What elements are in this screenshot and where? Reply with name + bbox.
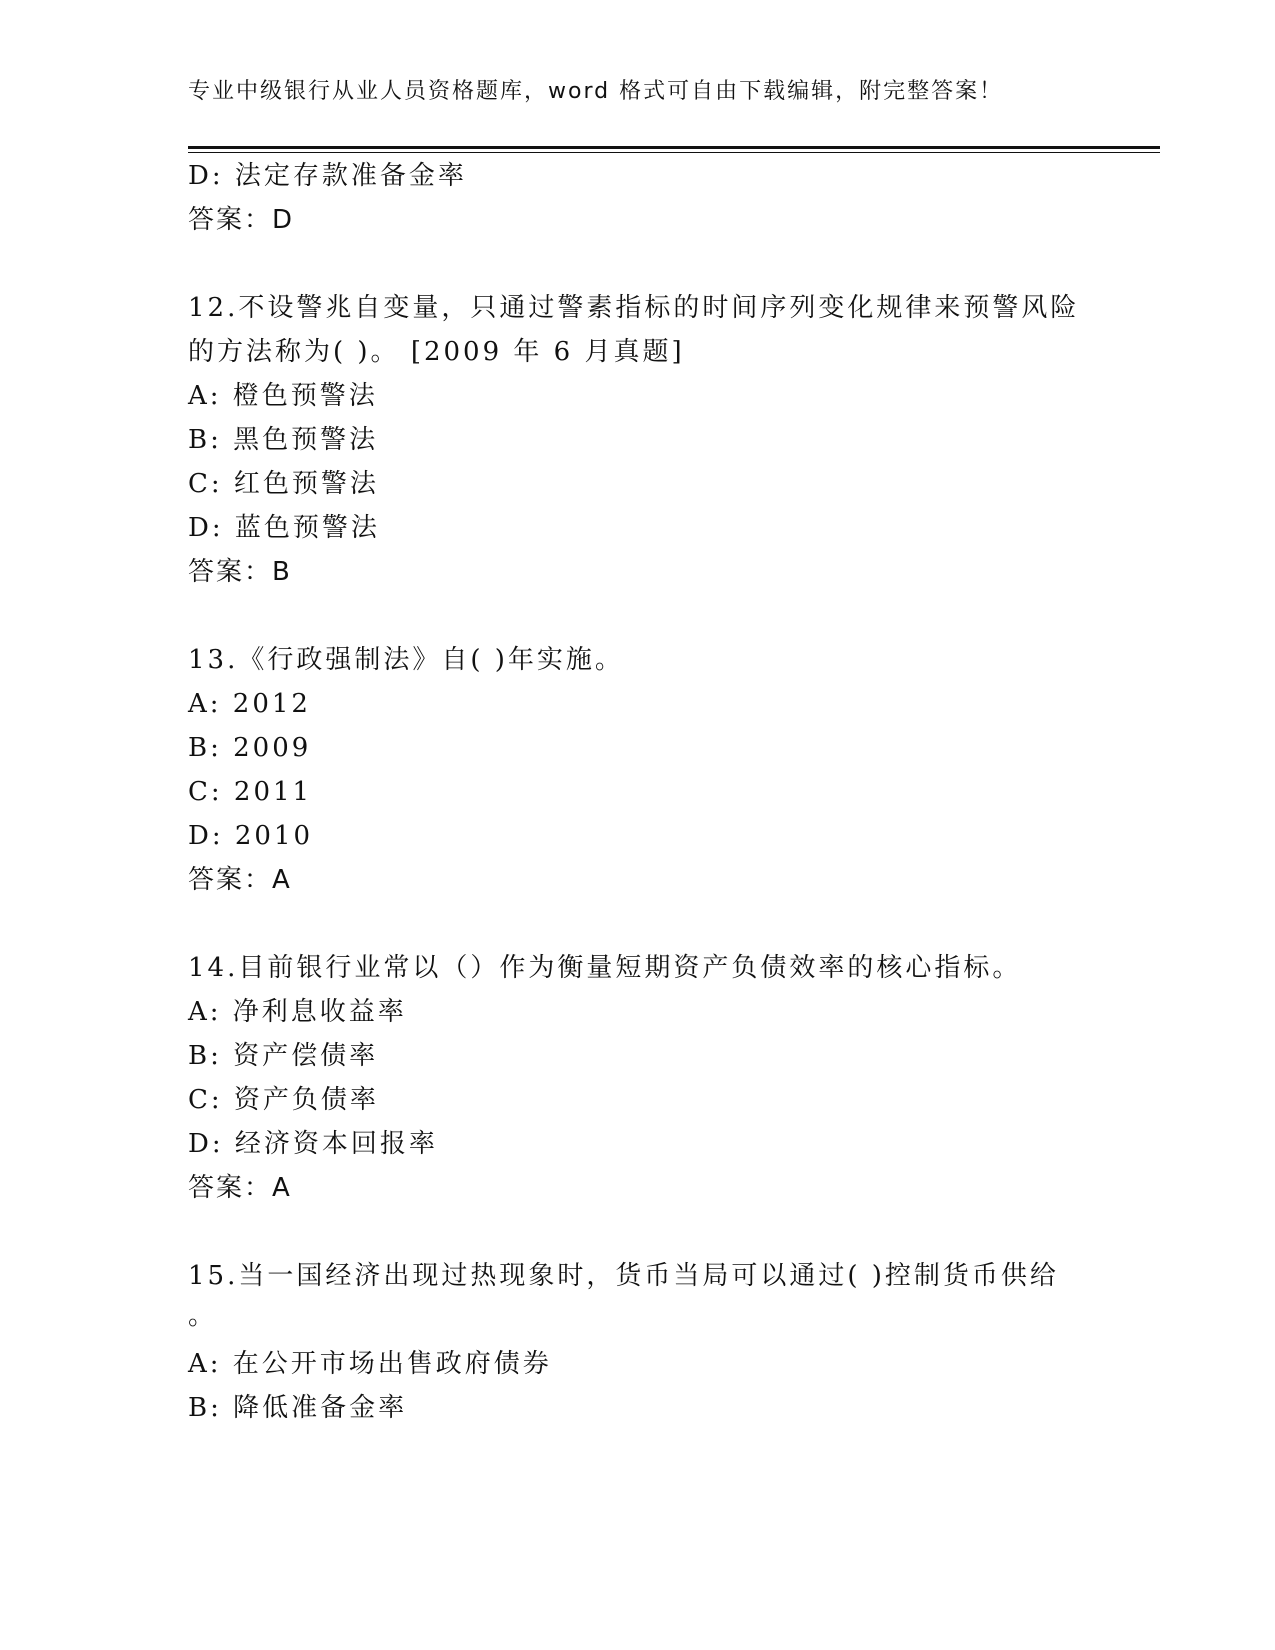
page-header: 专业中级银行从业人员资格题库，word 格式可自由下载编辑，附完整答案！: [188, 79, 1004, 104]
q14-option-b: B: 资产偿债率: [188, 1041, 379, 1071]
q13-option-c: C: 2011: [188, 777, 313, 807]
q15-option-b: B: 降低准备金率: [188, 1393, 408, 1423]
q11-answer: 答案：D: [188, 205, 295, 235]
q15-stem-line1: 15.当一国经济出现过热现象时，货币当局可以通过( )控制货币供给: [188, 1261, 1059, 1291]
q12-stem-line1: 12.不设警兆自变量，只通过警素指标的时间序列变化规律来预警风险: [188, 293, 1080, 323]
q14-option-c: C: 资产负债率: [188, 1085, 379, 1115]
q12-answer: 答案：B: [188, 557, 292, 587]
q15-option-a: A: 在公开市场出售政府债券: [188, 1349, 552, 1379]
q14-option-d: D: 经济资本回报率: [188, 1129, 438, 1159]
q14-stem: 14.目前银行业常以（）作为衡量短期资产负债效率的核心指标。: [188, 953, 1022, 983]
q12-stem-line2: 的方法称为( )。 [2009 年 6 月真题]: [188, 337, 685, 367]
q13-option-a: A: 2012: [188, 689, 311, 719]
q13-answer: 答案：A: [188, 865, 292, 895]
q13-stem: 13.《行政强制法》自( )年实施。: [188, 645, 624, 675]
q11-option-d: D: 法定存款准备金率: [188, 161, 467, 191]
q14-option-a: A: 净利息收益率: [188, 997, 407, 1027]
header-divider-thick: [188, 146, 1160, 149]
q14-answer: 答案：A: [188, 1173, 292, 1203]
q15-stem-line2: 。: [188, 1301, 218, 1331]
q12-option-b: B: 黑色预警法: [188, 425, 379, 455]
header-divider-thin: [188, 152, 1160, 153]
q12-option-a: A: 橙色预警法: [188, 381, 378, 411]
q13-option-d: D: 2010: [188, 821, 314, 851]
q12-option-d: D: 蓝色预警法: [188, 513, 380, 543]
q12-option-c: C: 红色预警法: [188, 469, 379, 499]
q13-option-b: B: 2009: [188, 733, 312, 763]
